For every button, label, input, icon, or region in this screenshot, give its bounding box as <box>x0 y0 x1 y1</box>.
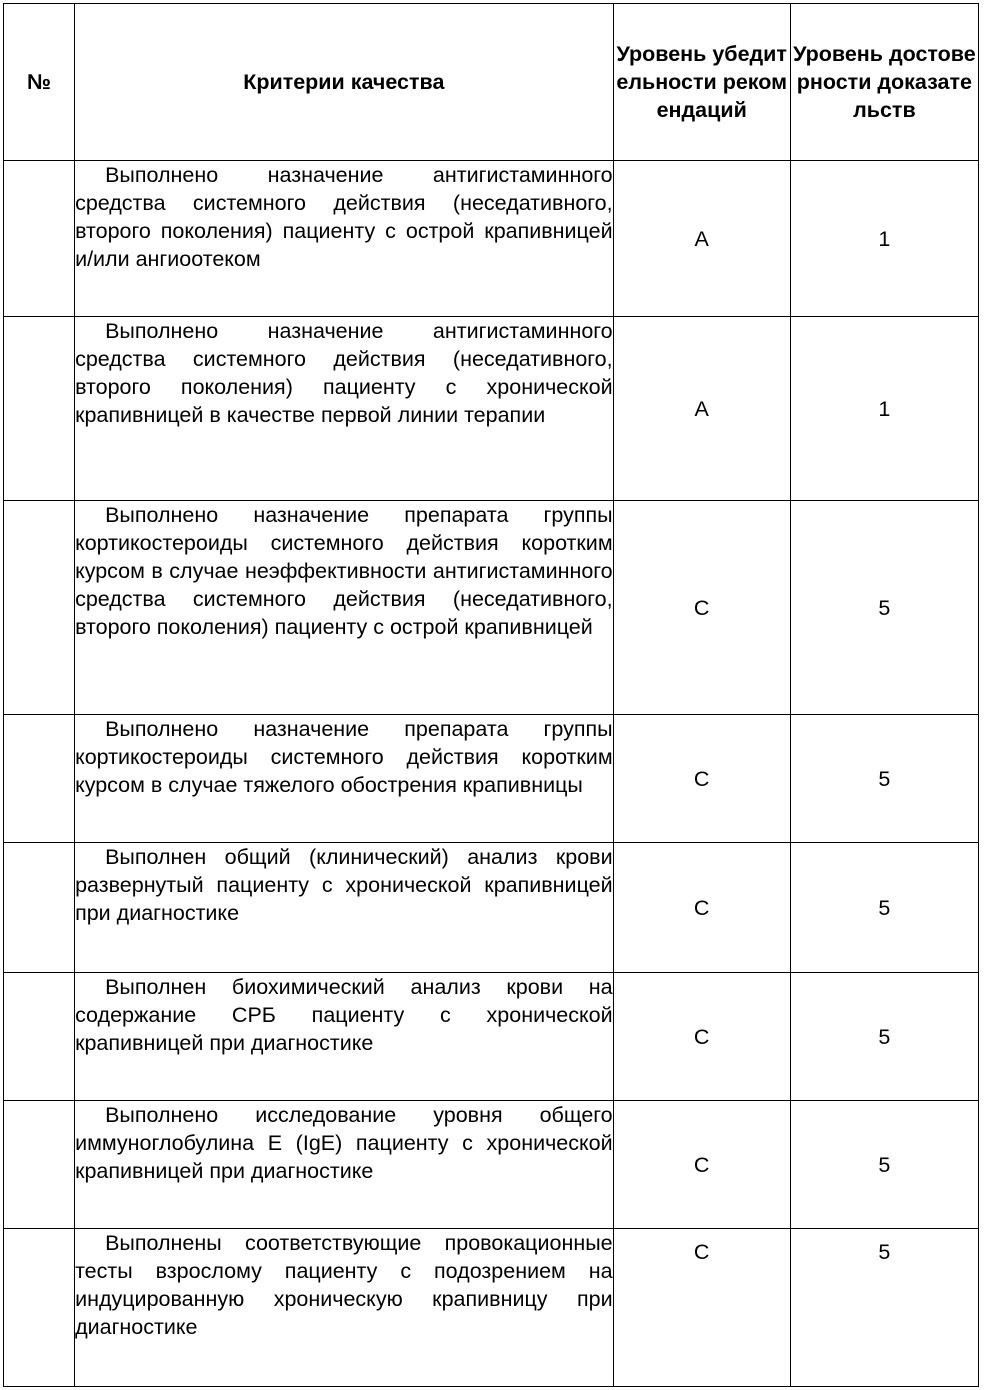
header-criteria: Критерии качества <box>75 4 614 161</box>
table-body <box>4 161 979 1387</box>
evidence-level-cell: 5 <box>790 1101 978 1229</box>
criterion-cell <box>75 161 614 317</box>
criterion-cell <box>75 1229 614 1387</box>
evidence-level-cell: 5 <box>790 973 978 1101</box>
row-number <box>4 843 75 973</box>
table-row <box>4 843 979 973</box>
row-number <box>4 501 75 715</box>
recommendation-level-cell: C <box>613 973 790 1101</box>
criterion-cell <box>75 843 614 973</box>
criterion-text: Выполнены соответствующие провокационные тесты взрослому пациенту с подозрением на индуцированную хроническую крапивницу при диагностике <box>75 1231 613 1339</box>
criterion-cell <box>75 1101 614 1229</box>
row-number <box>4 973 75 1101</box>
table-row <box>4 715 979 843</box>
row-number <box>4 161 75 317</box>
row-number <box>4 1229 75 1387</box>
evidence-level-cell: 5 <box>790 715 978 843</box>
recommendation-level-cell: A <box>613 317 790 501</box>
header-evidence-level: Уровень достоверности доказательств <box>790 4 978 161</box>
quality-criteria-table <box>3 3 979 1387</box>
recommendation-level-cell: C <box>613 843 790 973</box>
criterion-cell <box>75 973 614 1101</box>
header-recommendation-level: Уровень убедительности рекомендаций <box>613 4 790 161</box>
recommendation-level-cell: A <box>613 161 790 317</box>
criterion-text: Выполнен общий (клинический) анализ крови развернутый пациенту с хронической крапивницей при диагностике <box>75 845 613 925</box>
table-row <box>4 317 979 501</box>
recommendation-level-cell: C <box>613 501 790 715</box>
recommendation-level-cell: C <box>613 715 790 843</box>
row-number <box>4 1101 75 1229</box>
criterion-text: Выполнено исследование уровня общего иммуноглобулина Е (IgE) пациенту с хронической крапивницей при диагностике <box>75 1103 613 1183</box>
evidence-level-cell: 1 <box>790 161 978 317</box>
table-row <box>4 501 979 715</box>
header-row <box>4 4 979 161</box>
table-row <box>4 1229 979 1387</box>
table-row <box>4 1101 979 1229</box>
table-row <box>4 161 979 317</box>
table-row <box>4 973 979 1101</box>
recommendation-level-cell: C <box>613 1229 790 1387</box>
recommendation-level-cell: C <box>613 1101 790 1229</box>
evidence-level-cell: 5 <box>790 843 978 973</box>
criterion-text: Выполнено назначение препарата группы кортикостероиды системного действия коротким курсом в случае тяжелого обострения крапивницы <box>75 717 613 797</box>
criterion-text: Выполнено назначение антигистаминного средства системного действия (неседативного, второго поколения) пациенту с хронической крапивницей в качестве первой линии терапии <box>75 319 613 427</box>
header-number: № <box>4 4 75 161</box>
row-number <box>4 715 75 843</box>
criterion-cell <box>75 501 614 715</box>
criterion-text: Выполнено назначение антигистаминного средства системного действия (неседативного, второго поколения) пациенту с острой крапивницей и/или ангиоотеком <box>75 163 613 271</box>
table-header <box>4 4 979 161</box>
criterion-text: Выполнено назначение препарата группы кортикостероиды системного действия коротким курсом в случае неэффективности антигистаминного средства системного действия (неседативного, второго поколения) пациенту с острой крапивницей <box>75 503 613 639</box>
evidence-level-cell: 1 <box>790 317 978 501</box>
evidence-level-cell: 5 <box>790 1229 978 1387</box>
criterion-text: Выполнен биохимический анализ крови на содержание СРБ пациенту с хронической крапивницей при диагностике <box>75 975 613 1055</box>
evidence-level-cell: 5 <box>790 501 978 715</box>
criterion-cell <box>75 317 614 501</box>
criterion-cell <box>75 715 614 843</box>
row-number <box>4 317 75 501</box>
